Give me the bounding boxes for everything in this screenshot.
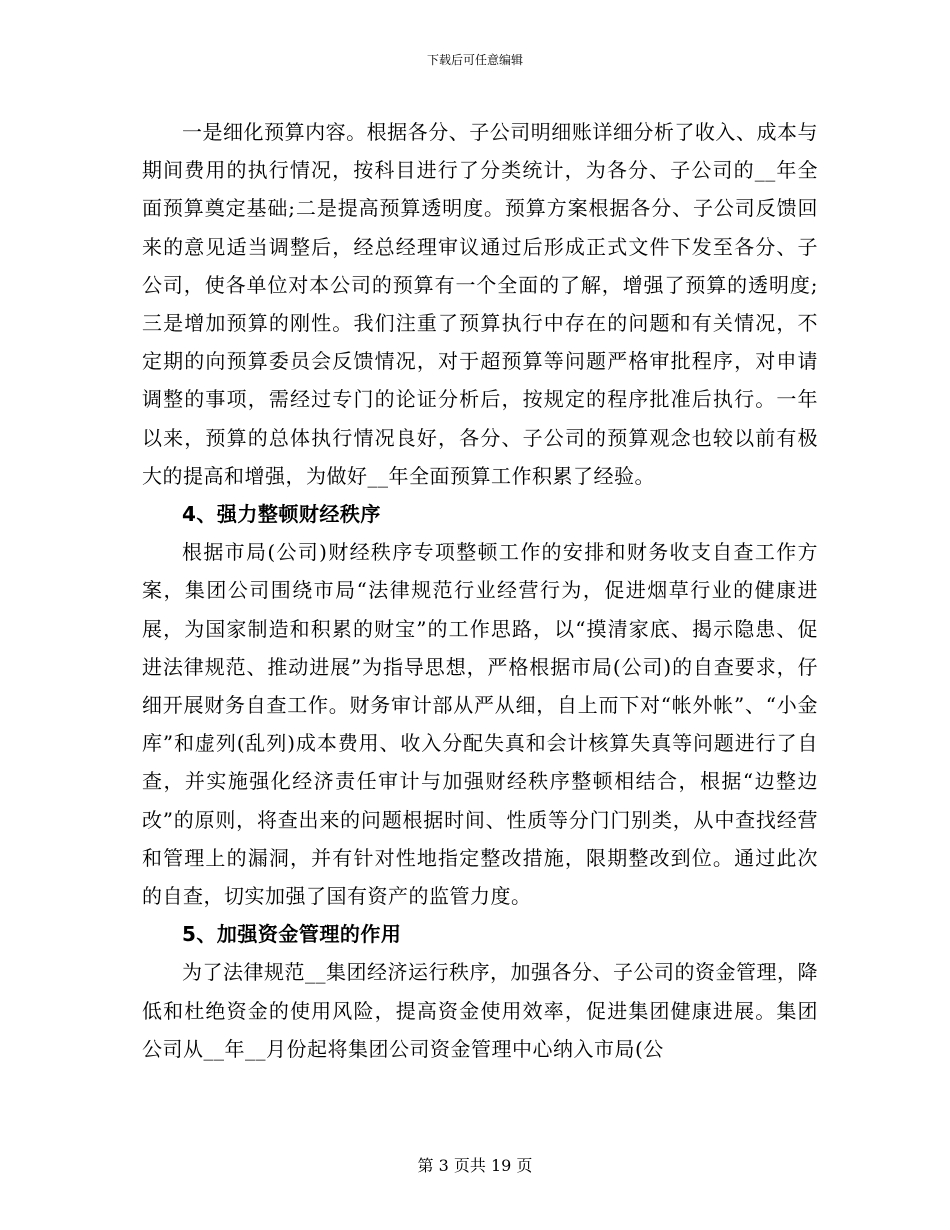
paragraph-budget: 一是细化预算内容。根据各分、子公司明细账详细分析了收入、成本与期间费用的执行情况，按科目进行了分类统计，为各分、子公司的__年全面预算奠定基础;二是提高预算透明度。预算方案根据各分、子公司反馈回来的意见适当调整后，经总经理审议通过后形成正式文件下发至各分、子公司，使各单位对本公司的预算有一个全面的了解，增强了预算的透明度;三是增加预算的刚性。我们注重了预算执行中存在的问题和有关情况，不定期的向预算委员会反馈情况，对于超预算等问题严格审批程序，对申请调整的事项，需经过专门的论证分析后，按规定的程序批准后执行。一年以来，预算的总体执行情况良好，各分、子公司的预算观念也较以前有极大的提高和增强，为做好__年全面预算工作积累了经验。	[142, 120, 818, 488]
section-heading-4: 4、强力整顿财经秩序	[182, 502, 381, 527]
paragraph-fund-management: 为了法律规范__集团经济运行秩序，加强各分、子公司的资金管理，降低和杜绝资金的使用风险，提高资金使用效率，促进集团健康进展。集团公司从__年__月份起将集团公司资金管理中心纳入市局(公	[142, 960, 818, 1061]
document-body	[142, 113, 818, 1068]
paragraph-financial-order: 根据市局(公司)财经秩序专项整顿工作的安排和财务收支自查工作方案，集团公司围绕市局“法律规范行业经营行为，促进烟草行业的健康进展，为国家制造和积累的财宝”的工作思路，以“摸清家底、揭示隐患、促进法律规范、推动进展”为指导思想，严格根据市局(公司)的自查要求，仔细开展财务自查工作。财务审计部从严从细，自上而下对“帐外帐”、“小金库”和虚列(乱列)成本费用、收入分配失真和会计核算失真等问题进行了自查，并实施强化经济责任审计与加强财经秩序整顿相结合，根据“边整边改”的原则，将查出来的问题根据时间、性质等分门门别类，从中查找经营和管理上的漏洞，并有针对性地指定整改措施，限期整改到位。通过此次的自查，切实加强了国有资产的监管力度。	[142, 540, 818, 909]
page-footer: 第 3 页共 19 页	[417, 1156, 533, 1175]
section-heading-5: 5、加强资金管理的作用	[182, 922, 402, 947]
page-header: 下载后可任意编辑	[426, 53, 523, 67]
